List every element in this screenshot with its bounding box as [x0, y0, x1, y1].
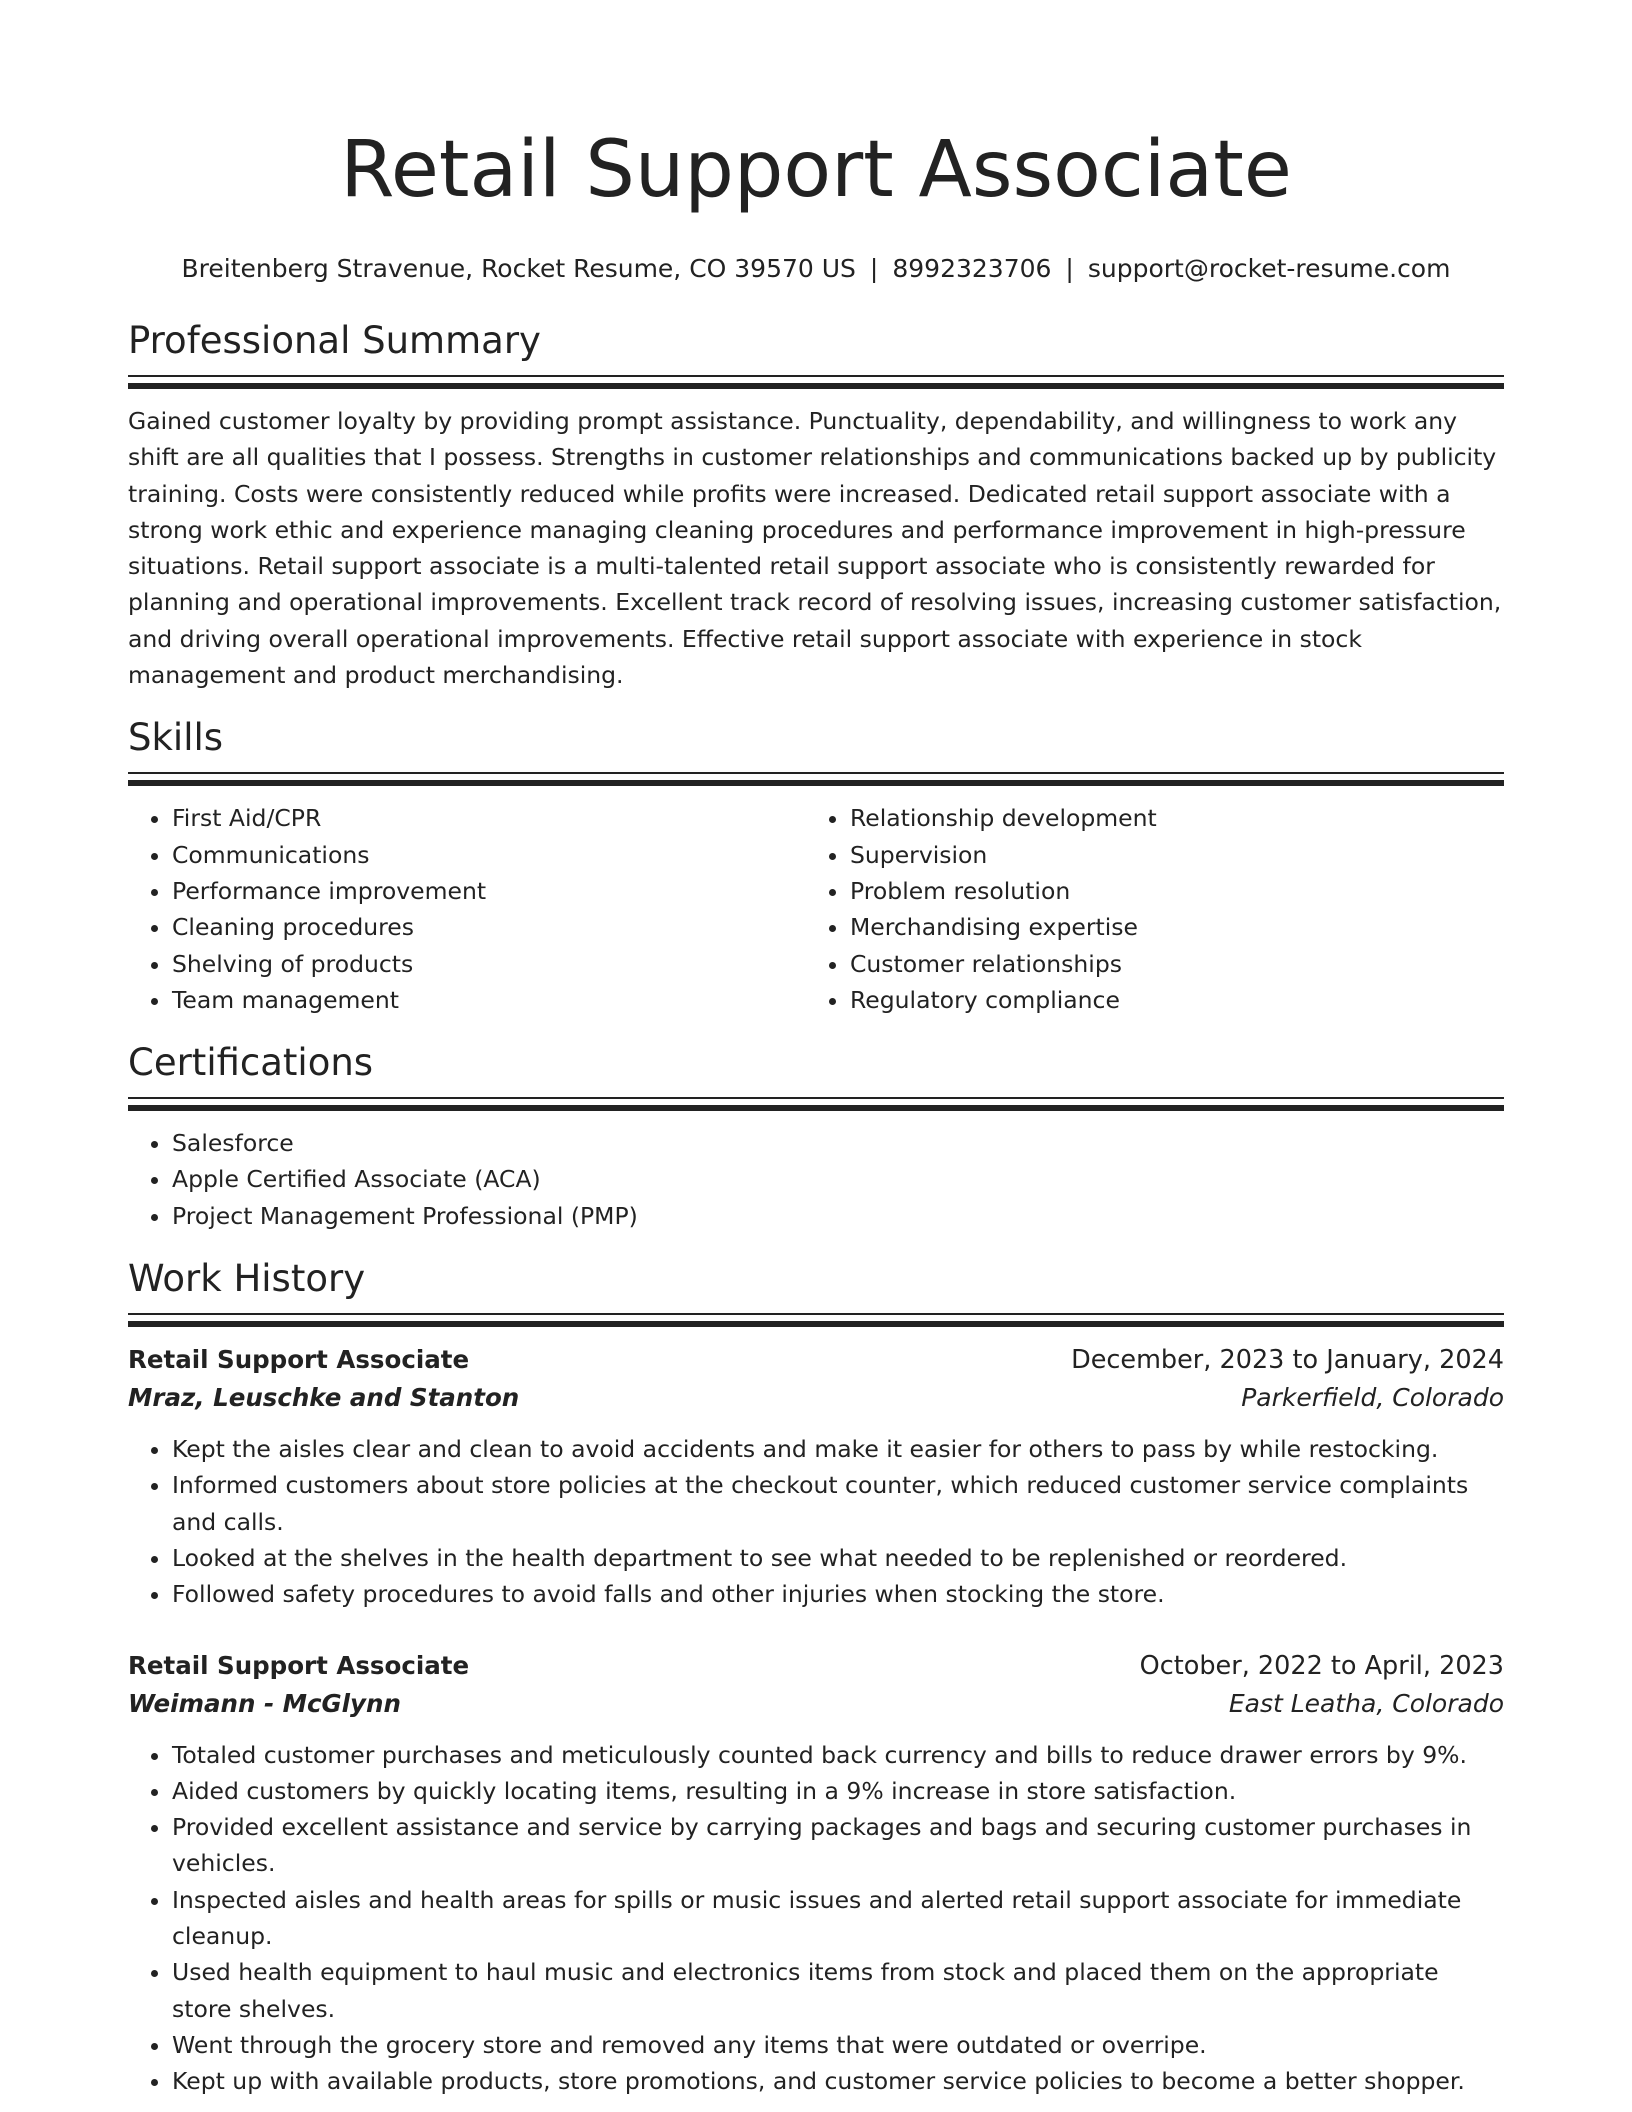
- section-divider-thin: [128, 1097, 1504, 1099]
- job-title: Retail Support Associate: [128, 1345, 470, 1375]
- job-bullets: [128, 1431, 1504, 1612]
- job-bullet: • Inspected aisles and health areas for spills or music issues and alerted retail support associate for immediate cleanup.: [172, 1882, 1504, 1955]
- certification-item: • Apple Certified Associate (ACA): [172, 1161, 1504, 1197]
- skill-item: • Supervision: [850, 837, 1484, 873]
- skills-list-left: [128, 800, 806, 1018]
- skill-item: • Shelving of products: [172, 946, 806, 982]
- job-location: East Leatha, Colorado: [1228, 1688, 1504, 1718]
- certifications-list: [128, 1125, 1504, 1234]
- job-bullet: • Followed safety procedures to avoid falls and other injuries when stocking the store.: [172, 1576, 1504, 1612]
- job-entry: [128, 1647, 1504, 2100]
- resume-page: [128, 0, 1504, 2100]
- job-dates: December, 2023 to January, 2024: [1071, 1345, 1504, 1376]
- skill-item: • Regulatory compliance: [850, 982, 1484, 1018]
- certification-item: • Salesforce: [172, 1125, 1504, 1161]
- skill-item: • Merchandising expertise: [850, 909, 1484, 945]
- section-divider-thick: [128, 1105, 1504, 1111]
- skill-item: • Customer relationships: [850, 946, 1484, 982]
- contact-address: Breitenberg Stravenue, Rocket Resume, CO 39570 US: [181, 254, 856, 283]
- job-bullet: • Kept the aisles clear and clean to avoid accidents and make it easier for others to pass by while restocking.: [172, 1431, 1504, 1467]
- contact-phone: 8992323706: [892, 254, 1052, 283]
- section-divider-thick: [128, 383, 1504, 389]
- skills-list-right: [806, 800, 1484, 1018]
- job-dates: October, 2022 to April, 2023: [1139, 1650, 1504, 1681]
- job-bullet: • Looked at the shelves in the health department to see what needed to be replenished or reordered.: [172, 1540, 1504, 1576]
- work-history-section: [128, 1255, 1504, 2099]
- contact-separator: |: [869, 254, 879, 283]
- skills-section: [128, 714, 1504, 1018]
- section-title-summary: Professional Summary: [128, 319, 541, 362]
- skill-item: • Cleaning procedures: [172, 909, 806, 945]
- job-subheader: [128, 1379, 1504, 1417]
- job-header: [128, 1647, 1504, 1685]
- job-company: Weimann - McGlynn: [128, 1688, 401, 1718]
- job-bullet: • Informed customers about store policies at the checkout counter, which reduced customer service complaints and calls.: [172, 1467, 1504, 1540]
- section-divider-thin: [128, 772, 1504, 774]
- skill-item: • Communications: [172, 837, 806, 873]
- job-bullet: • Used health equipment to haul music and electronics items from stock and placed them on the appropriate store shelves.: [172, 1954, 1504, 2027]
- job-entry: [128, 1341, 1504, 1612]
- job-bullet: • Totaled customer purchases and meticulously counted back currency and bills to reduce drawer errors by 9%.: [172, 1737, 1504, 1773]
- section-title-certifications: Certifications: [128, 1041, 374, 1085]
- skill-item: • Relationship development: [850, 800, 1484, 836]
- job-bullet: • Provided excellent assistance and service by carrying packages and bags and securing customer purchases in vehicles.: [172, 1809, 1504, 1882]
- job-bullet: • Kept up with available products, store promotions, and customer service policies to become a better shopper.: [172, 2063, 1504, 2099]
- section-title-skills: Skills: [128, 716, 224, 760]
- section-divider-thick: [128, 780, 1504, 786]
- job-subheader: [128, 1685, 1504, 1723]
- skill-item: • Performance improvement: [172, 873, 806, 909]
- certification-item: • Project Management Professional (PMP): [172, 1198, 1504, 1234]
- job-bullet: • Aided customers by quickly locating items, resulting in a 9% increase in store satisfaction.: [172, 1773, 1504, 1809]
- certifications-section: [128, 1039, 1504, 1234]
- skill-item: • First Aid/CPR: [172, 800, 806, 836]
- job-company: Mraz, Leuschke and Stanton: [128, 1383, 520, 1413]
- job-header: [128, 1341, 1504, 1379]
- summary-text: Gained customer loyalty by providing prompt assistance. Punctuality, dependability, and willingness to work any shift are all qualities that I possess. Strengths in customer relationships and communications backed up by publicity training. Costs were consistently reduced while profits were increased. Dedicated retail support associate with a strong work ethic and experience managing cleaning procedures and performance improvement in high-pressure situations. Retail support associate is a multi-talented retail support associate who is consistently rewarded for planning and operational improvements. Excellent track record of resolving issues, increasing customer satisfaction, and driving overall operational improvements. Effective retail support associate with experience in stock management and product merchandising.: [128, 407, 1502, 690]
- section-divider-thin: [128, 1313, 1504, 1315]
- skills-grid: [128, 800, 1504, 1018]
- skill-item: • Problem resolution: [850, 873, 1484, 909]
- job-bullets: [128, 1737, 1504, 2100]
- section-divider-thick: [128, 1321, 1504, 1327]
- job-location: Parkerfield, Colorado: [1241, 1383, 1504, 1413]
- contact-separator: |: [1065, 254, 1074, 283]
- contact-email: support@rocket-resume.com: [1087, 254, 1451, 283]
- section-divider-thin: [128, 375, 1504, 377]
- contact-line: [128, 252, 1504, 286]
- section-title-work-history: Work History: [128, 1257, 366, 1301]
- job-bullet: • Went through the grocery store and removed any items that were outdated or overripe.: [172, 2027, 1504, 2063]
- skill-item: • Team management: [172, 982, 806, 1018]
- resume-name: Retail Support Associate: [340, 125, 1292, 215]
- summary-section: [128, 317, 1504, 693]
- job-title: Retail Support Associate: [128, 1650, 470, 1680]
